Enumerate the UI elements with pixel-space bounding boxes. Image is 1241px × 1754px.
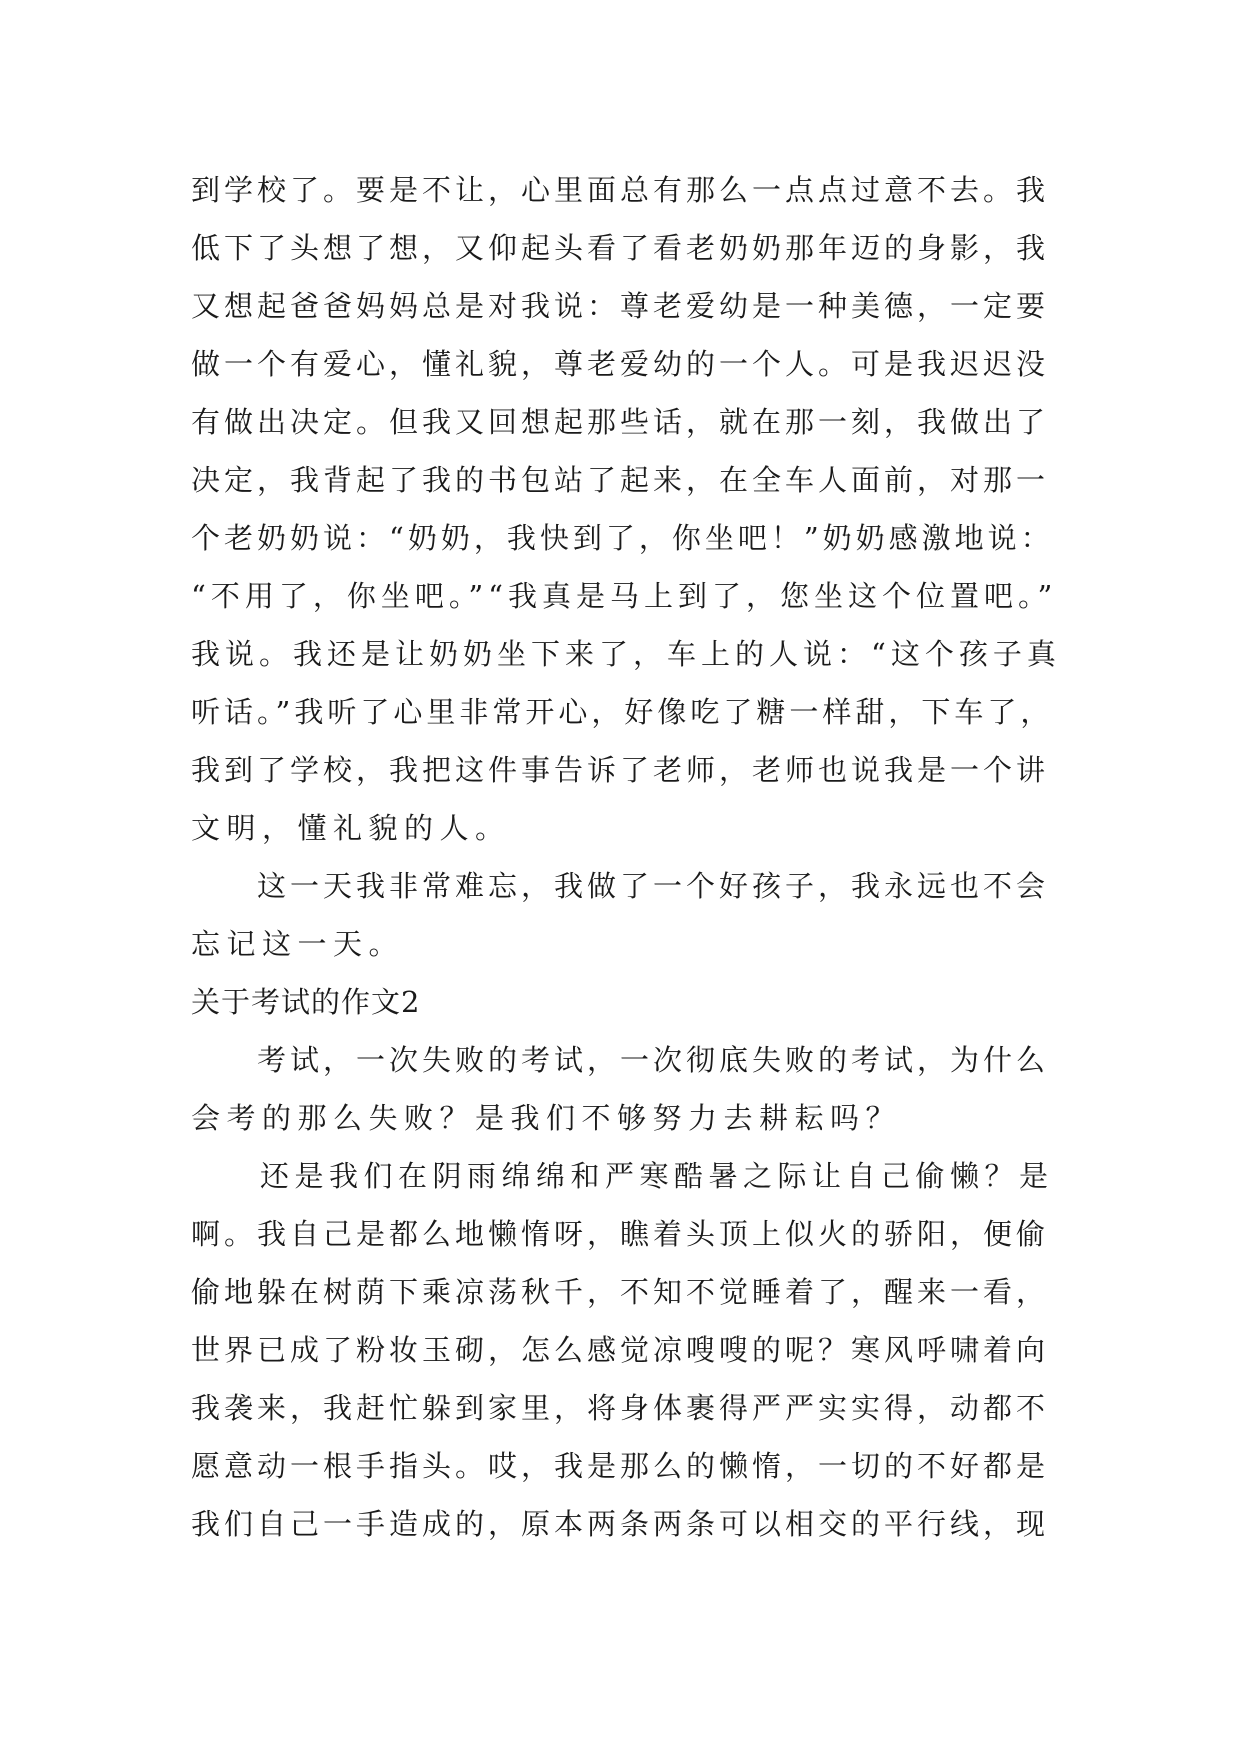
text-line: 我说。我还是让奶奶坐下来了，车上的人说：“这个孩子真	[191, 637, 1061, 671]
text-line: 偷地躲在树荫下乘凉荡秋千，不知不觉睡着了，醒来一看，	[191, 1275, 1050, 1309]
text-line: 文明，懂礼貌的人。	[191, 811, 511, 845]
paragraph-start-line: 还是我们在阴雨绵绵和严寒酷暑之际让自己偷懒？是	[191, 1159, 1054, 1193]
text-line: 啊。我自己是都么地懒惰呀，瞧着头顶上似火的骄阳，便偷	[191, 1217, 1050, 1251]
section-heading: 关于考试的作文2	[191, 985, 421, 1019]
paragraph-start-line: 这一天我非常难忘，我做了一个好孩子，我永远也不会	[191, 869, 1050, 903]
text-line: 又想起爸爸妈妈总是对我说：尊老爱幼是一种美德，一定要	[191, 289, 1050, 323]
text-line: 有做出决定。但我又回想起那些话，就在那一刻，我做出了	[191, 405, 1050, 439]
text-line: 会考的那么失败？是我们不够努力去耕耘吗？	[191, 1101, 902, 1135]
text-line: 世界已成了粉妆玉砌，怎么感觉凉嗖嗖的呢？寒风呼啸着向	[191, 1333, 1050, 1367]
body-text	[191, 161, 1061, 1553]
text-line: 我到了学校，我把这件事告诉了老师，老师也说我是一个讲	[191, 753, 1050, 787]
text-line: 决定，我背起了我的书包站了起来，在全车人面前，对那一	[191, 463, 1050, 497]
text-line: 愿意动一根手指头。哎，我是那么的懒惰，一切的不好都是	[191, 1449, 1050, 1483]
text-line: 我袭来，我赶忙躲到家里，将身体裹得严严实实得，动都不	[191, 1391, 1050, 1425]
text-line: 做一个有爱心，懂礼貌，尊老爱幼的一个人。可是我迟迟没	[191, 347, 1050, 381]
text-line: 低下了头想了想，又仰起头看了看老奶奶那年迈的身影，我	[191, 231, 1050, 265]
text-line: 到学校了。要是不让，心里面总有那么一点点过意不去。我	[191, 173, 1050, 207]
text-line: 忘记这一天。	[191, 927, 405, 961]
text-line: 听话。”我听了心里非常开心，好像吃了糖一样甜，下车了，	[191, 695, 1054, 729]
paragraph-start-line: 考试，一次失败的考试，一次彻底失败的考试，为什么	[191, 1043, 1050, 1077]
text-line: “不用了，你坐吧。”“我真是马上到了，您坐这个位置吧。”	[191, 579, 1058, 613]
text-line: 我们自己一手造成的，原本两条两条可以相交的平行线，现	[191, 1507, 1050, 1541]
text-line: 个老奶奶说：“奶奶，我快到了，你坐吧！”奶奶感激地说：	[191, 521, 1054, 555]
